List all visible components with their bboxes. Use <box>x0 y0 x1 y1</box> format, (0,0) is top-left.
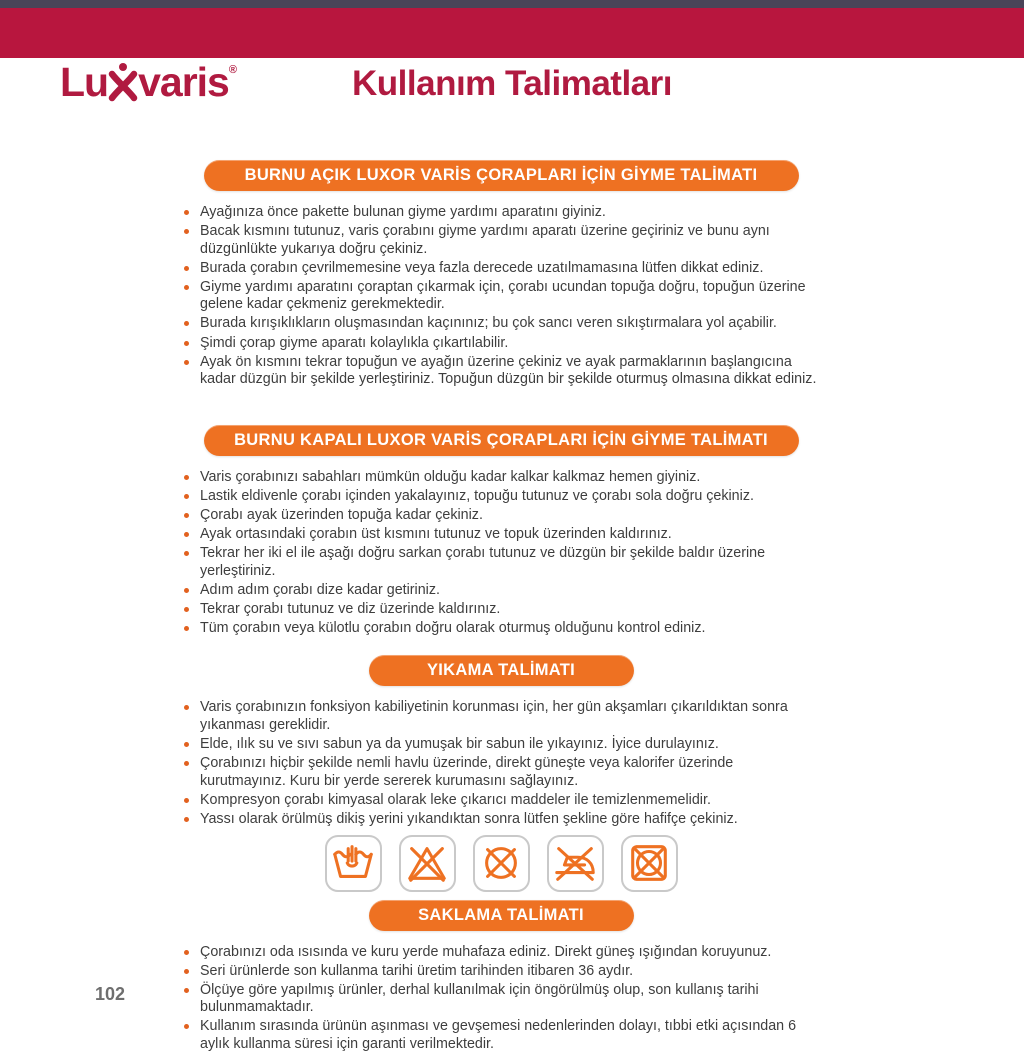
instruction-item <box>180 488 822 506</box>
instruction-text: Varis çorabınızı sabahları mümkün olduğu kadar kalkar kalkmaz hemen giyiniz. <box>200 468 701 485</box>
bullet-dot <box>184 742 189 747</box>
bullet-dot <box>184 360 189 365</box>
instruction-item <box>180 811 822 829</box>
instruction-text: Burada çorabın çevrilmemesine veya fazla derecede uzatılmamasına lütfen dikkat ediniz. <box>200 259 764 276</box>
instruction-text: Tekrar çorabı tutunuz ve diz üzerinde kaldırınız. <box>200 600 501 617</box>
instruction-item <box>180 982 822 1017</box>
instruction-item <box>180 620 822 638</box>
bullet-dot <box>184 341 189 346</box>
instruction-list-open-toe <box>180 204 822 389</box>
instruction-item <box>180 792 822 810</box>
section-header-washing: YIKAMA TALİMATI <box>369 655 634 686</box>
section-washing-instructions <box>180 655 822 828</box>
instruction-text: Kompresyon çorabı kimyasal olarak leke çıkarıcı maddeler ile temizlenmemelidir. <box>200 791 711 808</box>
top-dark-strip <box>0 0 1024 8</box>
bullet-dot <box>184 950 189 955</box>
bullet-dot <box>184 817 189 822</box>
instruction-text: Lastik eldivenle çorabı içinden yakalayınız, topuğu tutunuz ve çorabı sola doğru çekiniz. <box>200 487 754 504</box>
instruction-text: Çorabı ayak üzerinden topuğa kadar çekiniz. <box>200 506 483 523</box>
bullet-dot <box>184 321 189 326</box>
instruction-text: Çorabınızı hiçbir şekilde nemli havlu üzerinde, direkt güneşte veya kalorifer üzerinde kurutmayınız. Kuru bir yerde sererek kurumasını sağlayınız. <box>200 755 734 789</box>
bullet-dot <box>184 551 189 556</box>
instruction-item <box>180 601 822 619</box>
section-header-storage: SAKLAMA TALİMATI <box>369 900 634 931</box>
registered-mark: ® <box>228 64 237 76</box>
instruction-text: Adım adım çorabı dize kadar getiriniz. <box>200 581 440 598</box>
instruction-item <box>180 736 822 754</box>
page-title: Kullanım Talimatları <box>352 64 672 103</box>
section-open-toe-instructions <box>180 160 822 389</box>
instruction-item <box>180 699 822 734</box>
instruction-text: Ayak ön kısmını tekrar topuğun ve ayağın üzerine çekiniz ve ayak parmaklarının başlangıcına kadar düzgün bir şekilde yerleştiriniz. Topuğun düzgün bir şekilde oturmuş olmasına dikkat ediniz. <box>200 353 817 388</box>
do-not-iron-icon <box>547 835 604 892</box>
section-header-closed-toe: BURNU KAPALI LUXOR VARİS ÇORAPLARI İÇİN GİYME TALİMATI <box>204 425 799 456</box>
bullet-dot <box>184 607 189 612</box>
instruction-text: Burada kırışıklıkların oluşmasından kaçınınız; bu çok sancı veren sıkıştırmalara yol açabilir. <box>200 315 777 332</box>
section-closed-toe-instructions <box>180 425 822 638</box>
logo-text-suffix: varis <box>138 59 229 105</box>
instruction-item <box>180 260 822 278</box>
instruction-item <box>180 279 822 314</box>
bullet-dot <box>184 210 189 215</box>
section-header-open-toe: BURNU AÇIK LUXOR VARİS ÇORAPLARI İÇİN GİYME TALİMATI <box>204 160 799 191</box>
instruction-text: Ayak ortasındaki çorabın üst kısmını tutunuz ve topuk üzerinden kaldırınız. <box>200 526 672 543</box>
bullet-dot <box>184 513 189 518</box>
bullet-dot <box>184 532 189 537</box>
bullet-dot <box>184 229 189 234</box>
bullet-dot <box>184 626 189 631</box>
bullet-dot <box>184 494 189 499</box>
top-red-banner <box>0 8 1024 58</box>
bullet-dot <box>184 266 189 271</box>
instruction-text: Ayağınıza önce pakette bulunan giyme yardımı aparatını giyiniz. <box>200 204 606 220</box>
bullet-dot <box>184 705 189 710</box>
instruction-item <box>180 223 822 258</box>
section-storage-instructions <box>180 900 822 1054</box>
bullet-dot <box>184 969 189 974</box>
instruction-text: Kullanım sırasında ürünün aşınması ve gevşemesi nedenlerinden dolayı, tıbbi etki açısından 6 aylık kullanma süresi için garanti verilmektedir. <box>200 1018 797 1052</box>
instruction-item <box>180 204 822 222</box>
instruction-text: Tüm çorabın veya külotlu çorabın doğru olarak oturmuş olduğunu kontrol ediniz. <box>200 619 706 636</box>
bullet-dot <box>184 761 189 766</box>
instruction-text: Elde, ılık su ve sıvı sabun ya da yumuşak bir sabun ile yıkayınız. İyice durulayınız. <box>200 736 719 753</box>
instruction-text: Yassı olarak örülmüş dikiş yerini yıkandıktan sonra lütfen şekline göre hafifçe çekiniz. <box>200 810 738 827</box>
instruction-text: Giyme yardımı aparatını çoraptan çıkarmak için, çorabı ucundan topuğa doğru, topuğun üzerine gelene kadar çekmeniz gerekmektedir. <box>200 278 806 313</box>
instruction-item <box>180 526 822 544</box>
logo-text-prefix: Lu <box>60 59 109 105</box>
bullet-dot <box>184 798 189 803</box>
page-number: 102 <box>95 984 126 1004</box>
bullet-dot <box>184 588 189 593</box>
bullet-dot <box>184 988 189 993</box>
instruction-list-storage <box>180 944 822 1054</box>
instruction-list-closed-toe <box>180 469 822 638</box>
care-symbols-row <box>180 835 822 892</box>
instruction-item <box>180 582 822 600</box>
instruction-text: Çorabınızı oda ısısında ve kuru yerde muhafaza ediniz. Direkt güneş ışığından koruyunuz. <box>200 943 772 960</box>
hand-wash-icon <box>325 835 382 892</box>
instruction-list-washing <box>180 699 822 828</box>
instruction-item <box>180 315 822 333</box>
instruction-text: Seri ürünlerde son kullanma tarihi üretim tarihinden itibaren 36 aydır. <box>200 962 634 979</box>
instruction-item <box>180 354 822 389</box>
instruction-text: Tekrar her iki el ile aşağı doğru sarkan çorabı tutunuz ve düzgün bir şekilde baldır üzerine yerleştiriniz. <box>200 545 766 579</box>
instruction-item <box>180 755 822 790</box>
instruction-text: Varis çorabınızın fonksiyon kabiliyetinin korunması için, her gün akşamları çıkarıldıktan sonra yıkanması gereklidir. <box>200 699 788 734</box>
instruction-item <box>180 507 822 525</box>
do-not-tumble-dry-icon <box>621 835 678 892</box>
instruction-item <box>180 545 822 580</box>
do-not-dry-clean-icon <box>473 835 530 892</box>
instruction-item <box>180 944 822 962</box>
instruction-item <box>180 335 822 353</box>
do-not-bleach-icon <box>399 835 456 892</box>
instruction-text: Bacak kısmını tutunuz, varis çorabını giyme yardımı aparatı üzerine geçiriniz ve bunu aynı düzgünlükte yukarıya doğru çekiniz. <box>200 223 770 257</box>
instruction-item <box>180 1018 822 1053</box>
instruction-text: Şimdi çorap giyme aparatı kolaylıkla çıkartılabilir. <box>200 334 509 351</box>
instruction-text: Ölçüye göre yapılmış ürünler, derhal kullanılmak için öngörülmüş olup, son kullanış tarihi bulunmamaktadır. <box>200 981 759 1016</box>
instruction-item <box>180 963 822 981</box>
content-column <box>180 160 822 1055</box>
bullet-dot <box>184 1024 189 1029</box>
instruction-item <box>180 469 822 487</box>
bullet-dot <box>184 475 189 480</box>
bullet-dot <box>184 285 189 290</box>
